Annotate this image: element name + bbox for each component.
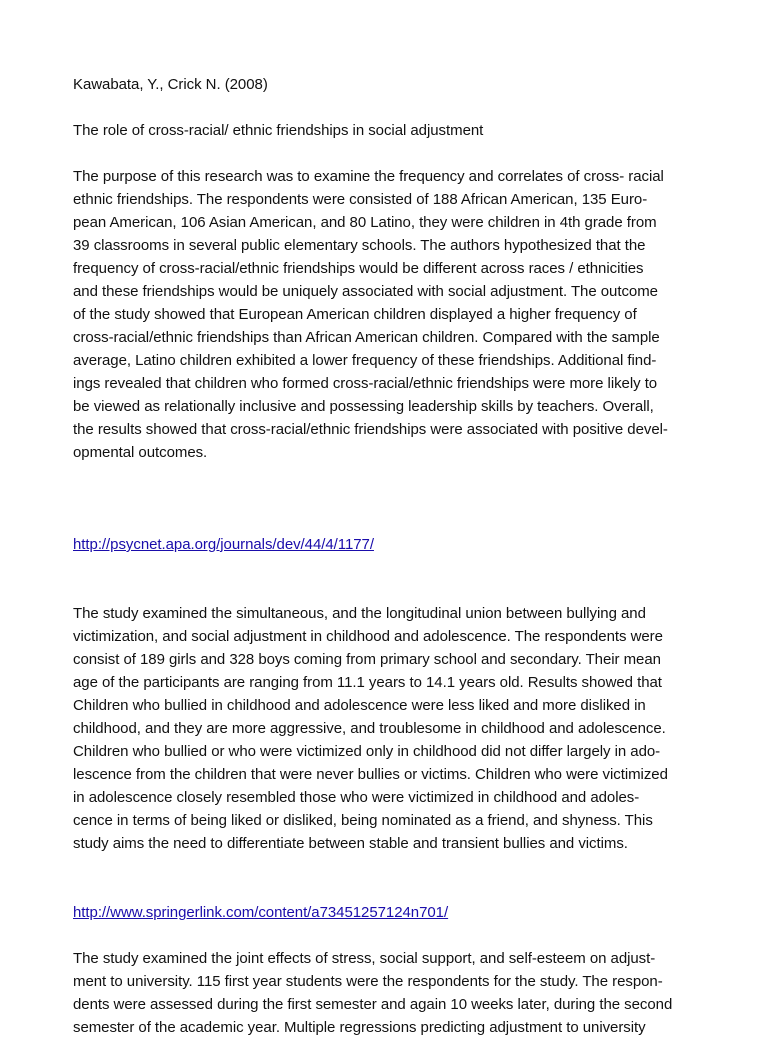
document-page xyxy=(73,73,713,1062)
summary-paragraph-1: The purpose of this research was to examine the frequency and correlates of cross- racial ethnic friendships. The respondents were consisted of 188 African American, 135 Euro- pean American, 106 Asian American, and 80 Latino, they were children in 4th grade from 39 classrooms in several public elementary schools. The authors hypothesized that the frequency of cross-racial/ethnic friendships would be different across races / ethnicities and these friendships would be uniquely associated with social adjustment. The outcome of the study showed that European American children displayed a higher frequency of cross-racial/ethnic friendships than African American children. Compared with the sample average, Latino children exhibited a lower frequency of these friendships. Additional find- ings revealed that children who formed cross-racial/ethnic friendships were more likely to be viewed as relationally inclusive and possessing leadership skills by teachers. Overall, the results showed that cross-racial/ethnic friendships were associated with positive devel- opmental outcomes. xyxy=(73,168,668,461)
reference-link-2-container xyxy=(73,878,713,924)
reference-link-1[interactable]: http://psycnet.apa.org/journals/dev/44/4/1177/ xyxy=(73,536,374,553)
summary-paragraph-2: The study examined the simultaneous, and the longitudinal union between bullying and victimization, and social adjustment in childhood and adolescence. The respondents were consist of 189 girls and 328 boys coming from primary school and secondary. Their mean age of the participants are ranging from 11.1 years to 14.1 years old. Results showed that Children who bullied in childhood and adolescence were less liked and more disliked in childhood, and they are more aggressive, and troublesome in childhood and adolescence. Children who bullied or who were victimized only in childhood did not differ largely in ado- lescence from the children that were never bullies or victims. Children who were victimized in adolescence closely resembled those who were victimized in childhood and adoles- cence in terms of being liked or disliked, being nominated as a friend, and shyness. This study aims the need to differentiate between stable and transient bullies and victims. xyxy=(73,605,668,852)
reference-link-1-container xyxy=(73,510,713,556)
summary-paragraph-3: The study examined the joint effects of stress, social support, and self-esteem on adjust- ment to university. 115 first year students were the respondents for the study. The respon- dents were assessed during the first semester and again 10 weeks later, during the second semester of the academic year. Multiple regressions predicting adjustment to university xyxy=(73,950,673,1036)
citation: Kawabata, Y., Crick N. (2008) xyxy=(73,76,268,93)
reference-link-2[interactable]: http://www.springerlink.com/content/a73451257124n701/ xyxy=(73,904,449,921)
article-title: The role of cross-racial/ ethnic friendships in social adjustment xyxy=(73,122,484,139)
